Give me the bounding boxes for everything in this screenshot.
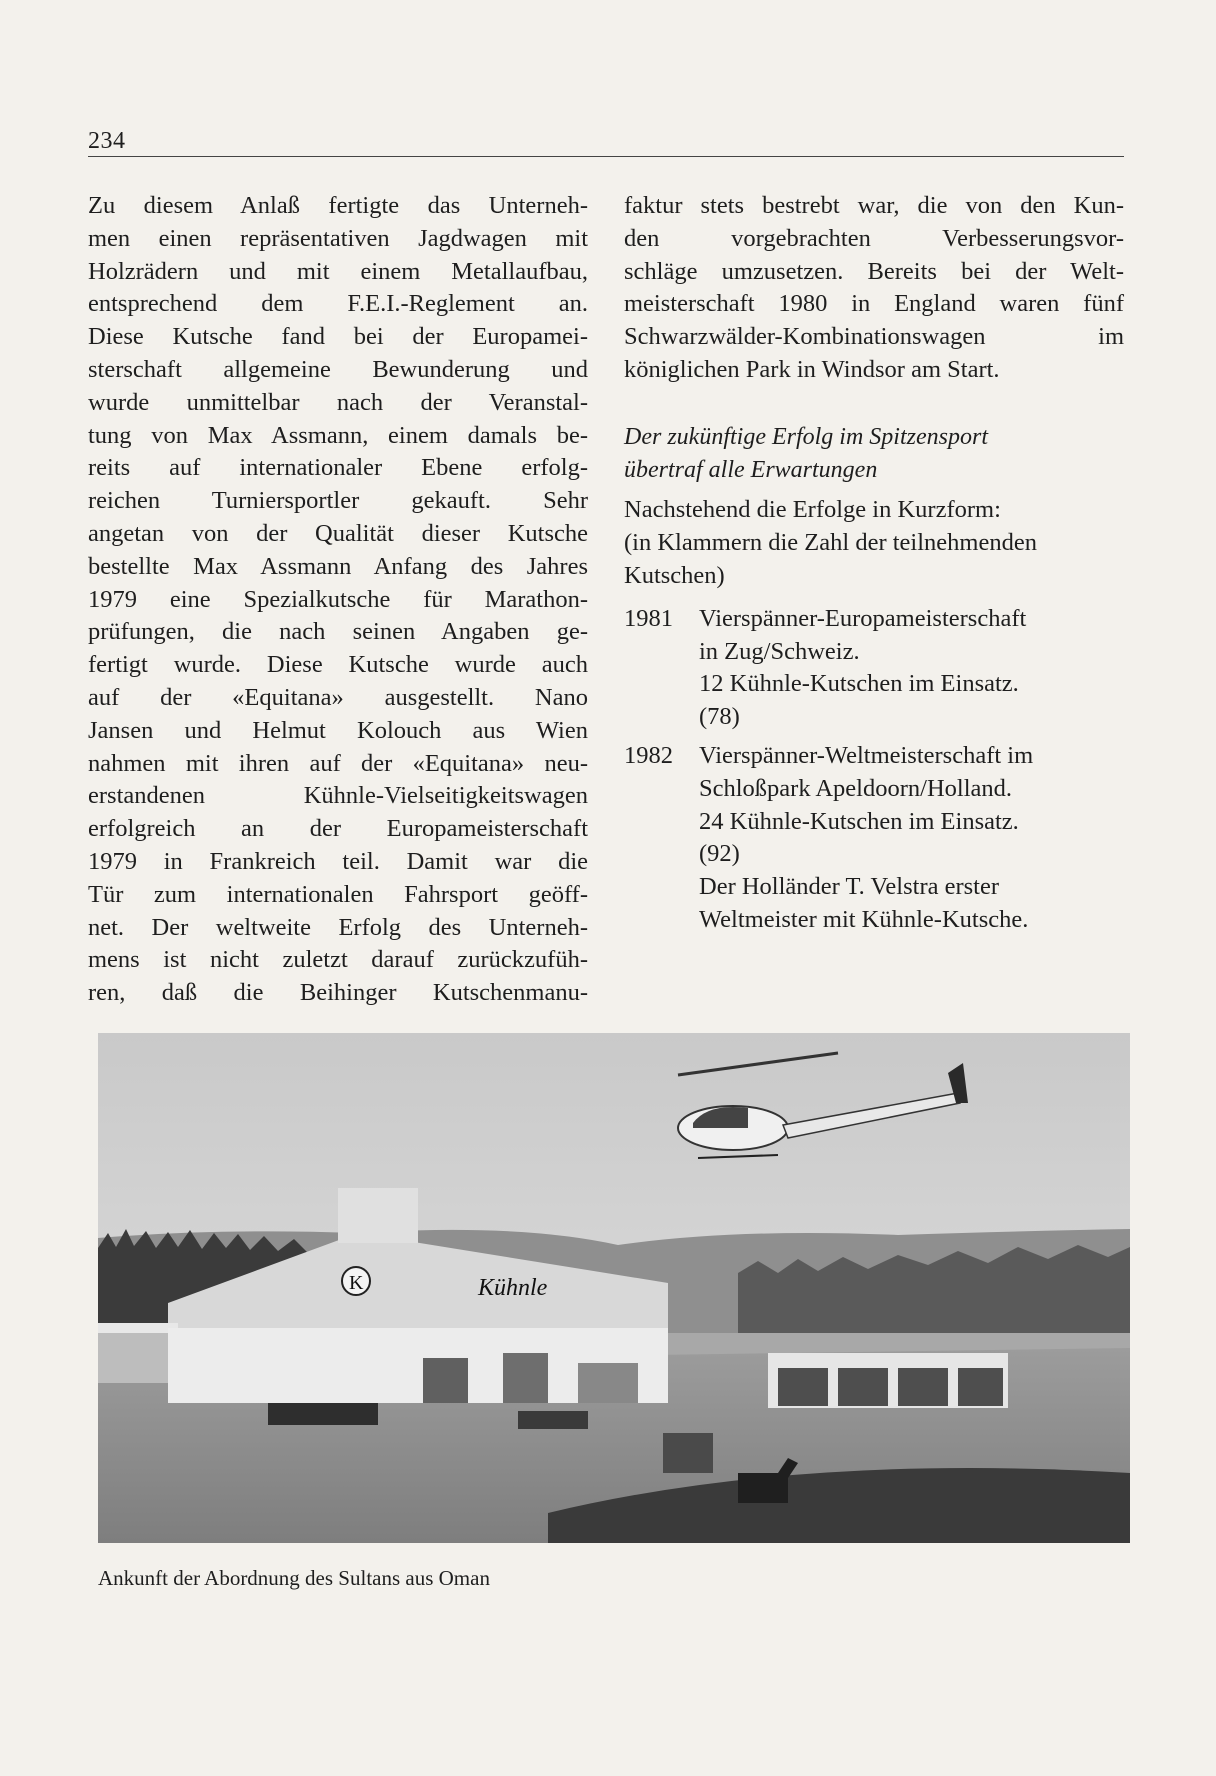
text-line: Tür zum internationalen Fahrsport geöff- <box>88 880 588 908</box>
heading-line: Der zukünftige Erfolg im Spitzensport <box>624 423 988 450</box>
text-line: faktur stets bestrebt war, die von den Kun- <box>624 192 1124 219</box>
text-line: bestellte Max Assmann Anfang des Jahres <box>88 552 588 580</box>
building-sign: Kühnle <box>478 1275 548 1301</box>
page-number: 234 <box>88 128 126 154</box>
text-line: mens ist nicht zuletzt darauf zurückzufüh- <box>88 946 588 974</box>
text-line: sterschaft allgemeine Bewunderung und <box>88 355 588 383</box>
result-year: 1981 <box>624 604 673 632</box>
building-tower <box>338 1188 418 1243</box>
left-column <box>88 190 588 1010</box>
building-wing-glass <box>98 1333 178 1383</box>
text-line: net. Der weltweite Erfolg des Unterneh- <box>88 913 588 941</box>
text-line: erstandenen Kühnle-Vielseitigkeitswagen <box>88 782 588 810</box>
text-line: königlichen Park in Windsor am Start. <box>624 355 1000 383</box>
text-line: schläge umzusetzen. Bereits bei der Welt- <box>624 257 1124 285</box>
result-body <box>699 740 1124 937</box>
text-line: 1979 eine Spezialkutsche für Marathon- <box>88 585 588 613</box>
result-year: 1982 <box>624 741 673 769</box>
result-entry <box>624 740 1124 937</box>
text-line: ren, daß die Beihinger Kutschenmanu- <box>88 979 588 1007</box>
building-window <box>503 1353 548 1403</box>
text-line: fertigt wurde. Diese Kutsche wurde auch <box>88 651 588 679</box>
garage-bay <box>838 1368 888 1406</box>
carriage <box>268 1403 378 1425</box>
text-line: wurde unmittelbar nach der Veranstal- <box>88 388 588 416</box>
right-paragraph <box>624 190 1124 387</box>
text-line: den vorgebrachten Verbesserungsvor- <box>624 224 1124 252</box>
carriage <box>518 1411 588 1429</box>
text-line: tung von Max Assmann, einem damals be- <box>88 421 588 449</box>
text-line: reichen Turniersportler gekauft. Sehr <box>88 487 588 515</box>
text-line: Jansen und Helmut Kolouch aus Wien <box>88 716 588 744</box>
heading-line: übertraf alle Erwartungen <box>624 456 878 483</box>
text-line: prüfungen, die nach seinen Angaben ge- <box>88 618 588 646</box>
right-column <box>624 190 1124 943</box>
header-rule <box>88 156 1124 157</box>
text-line: reits auf internationaler Ebene erfolg- <box>88 454 588 482</box>
result-body <box>699 603 1124 734</box>
text-line: nahmen mit ihren auf der «Equitana» neu- <box>88 749 588 777</box>
text-line: auf der «Equitana» ausgestellt. Nano <box>88 683 588 711</box>
garage-bay <box>898 1368 948 1406</box>
text-line: men einen repräsentativen Jagdwagen mit <box>88 224 588 252</box>
building-window <box>578 1363 638 1403</box>
text-line: entsprechend dem F.E.I.-Reglement an. <box>88 290 588 318</box>
result-line: (78) <box>699 703 740 731</box>
result-line: Weltmeister mit Kühnle-Kutsche. <box>699 905 1029 933</box>
result-line: Schloßpark Apeldoorn/Holland. <box>699 774 1013 802</box>
intro-line: (in Klammern die Zahl der teilnehmenden <box>624 529 1037 557</box>
text-line: angetan von der Qualität dieser Kutsche <box>88 519 588 547</box>
text-line: Schwarzwälder-Kombinationswagen im <box>624 323 1124 351</box>
photo-caption: Ankunft der Abordnung des Sultans aus Oman <box>98 1566 490 1590</box>
logo-letter: K <box>349 1272 364 1294</box>
photo-helicopter-arrival <box>98 1033 1130 1543</box>
result-line: in Zug/Schweiz. <box>699 637 860 665</box>
text-line: Holzrädern und mit einem Metallaufbau, <box>88 257 588 285</box>
result-line: Der Holländer T. Velstra erster <box>699 873 1000 901</box>
text-line: Zu diesem Anlaß fertigte das Unterneh- <box>88 192 588 219</box>
text-line: meisterschaft 1980 in England waren fünf <box>624 290 1124 318</box>
text-line: erfolgreich an der Europameisterschaft <box>88 815 588 843</box>
text-line: 1979 in Frankreich teil. Damit war die <box>88 847 588 875</box>
result-entry <box>624 603 1124 734</box>
garage-bay <box>778 1368 828 1406</box>
left-paragraph <box>88 190 588 1010</box>
intro-line: Kutschen) <box>624 561 725 589</box>
garage-bay <box>958 1368 1003 1406</box>
result-line: Vierspänner-Europameisterschaft <box>699 604 1027 632</box>
section-heading <box>624 421 1124 487</box>
text-line: Diese Kutsche fand bei der Europamei- <box>88 323 588 351</box>
result-line: Vierspänner-Weltmeisterschaft im <box>699 741 1034 769</box>
result-line: (92) <box>699 840 740 868</box>
result-line: 12 Kühnle-Kutschen im Einsatz. <box>699 670 1019 698</box>
photo-illustration <box>98 1033 1130 1543</box>
results-intro <box>624 494 1124 592</box>
signboard <box>663 1433 713 1473</box>
intro-line: Nachstehend die Erfolge in Kurzform: <box>624 496 1001 524</box>
building-door <box>423 1358 468 1403</box>
result-line: 24 Kühnle-Kutschen im Einsatz. <box>699 807 1019 835</box>
